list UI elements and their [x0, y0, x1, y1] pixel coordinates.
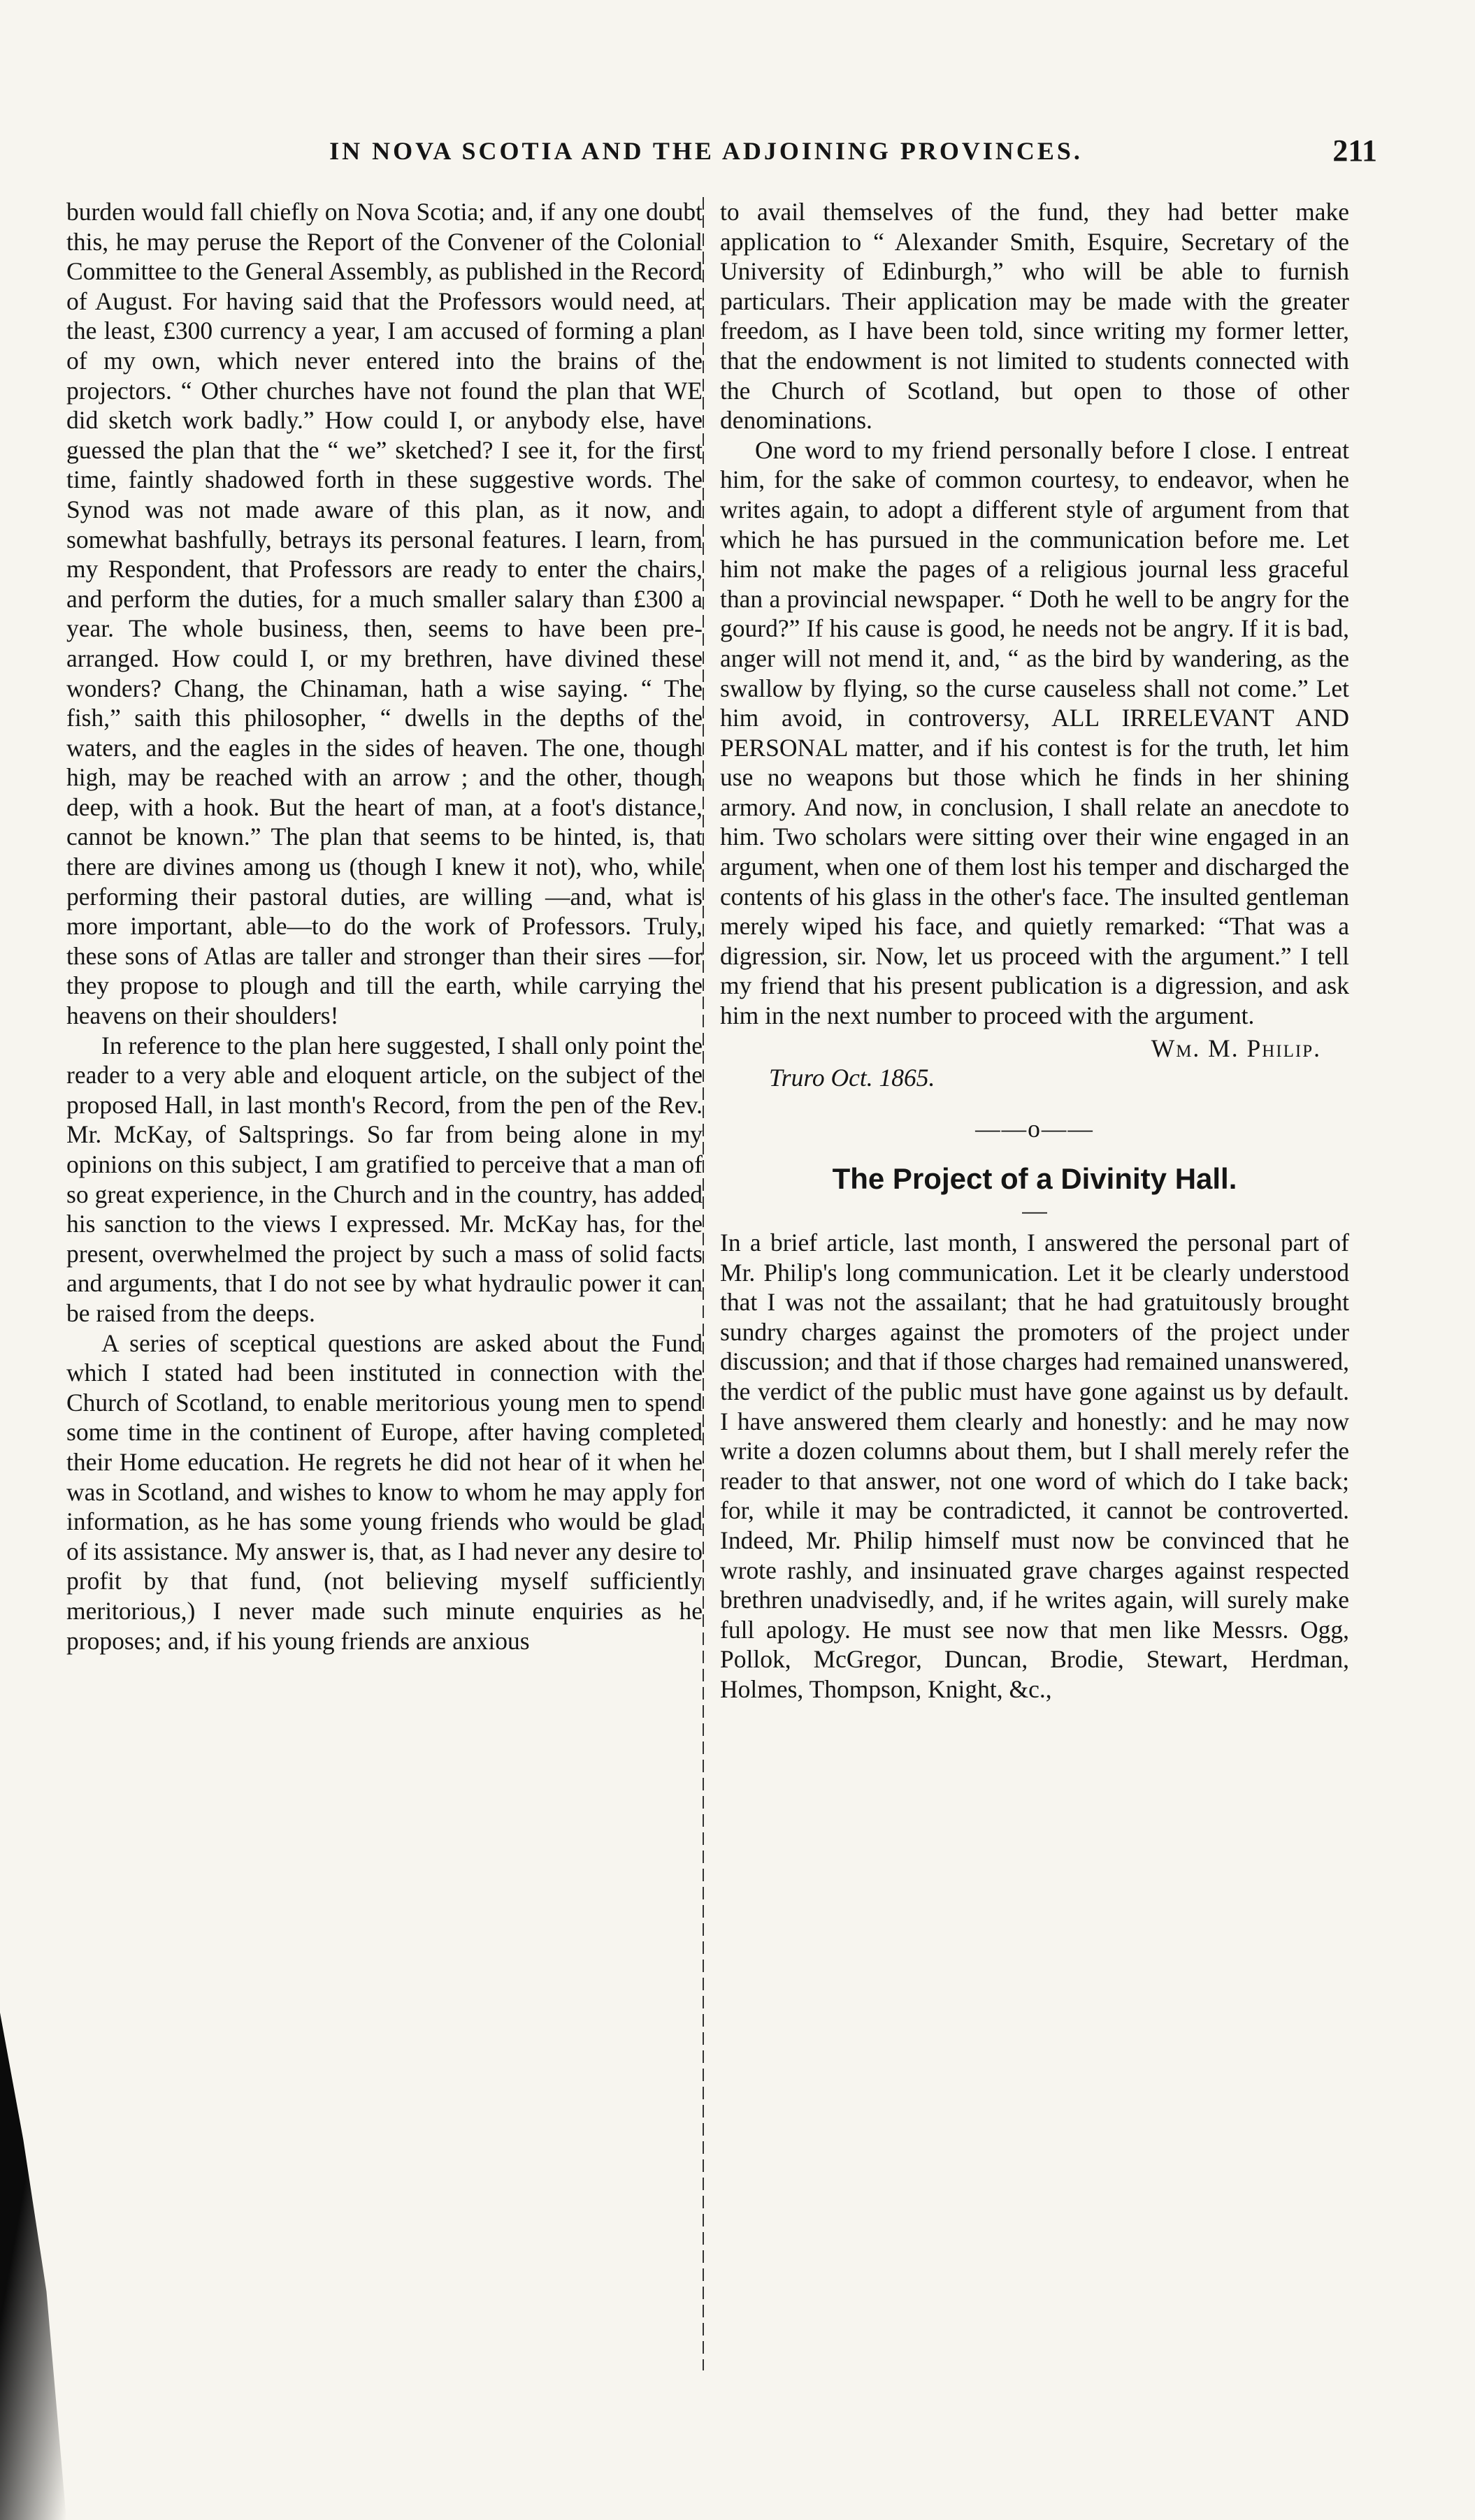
left-column — [66, 197, 703, 1656]
left-paragraph-3: A series of sceptical questions are asked about the Fund which I stated had been instituted in connection with the Church of Scotland, to enable meritorious young men to spend some time in the continent of Europe, after having completed their Home education. He regrets he did not hear of it when he was in Scotland, and wishes to know to whom he may apply for information, as he has some young friends who would be glad of its assistance. My answer is, that, as I had never any desire to profit by that fund, (not believing myself sufficiently meritorious,) I never made such minute enquiries as he proposes; and, if his young friends are anxious — [66, 1328, 703, 1655]
article-paragraph: In a brief article, last month, I answered the personal part of Mr. Philip's long communication. Let it be clearly understood that I was not the assailant; that he had gratuitously brought sundry charges against the promoters of the project under discussion; and that if those charges had remained unanswered, the verdict of the public must have gone against us by default. I have answered them clearly and honestly: and he may now write a dozen columns about them, but I shall merely refer the reader to that answer, not one word of which do I take back; for, while it may be contradicted, it cannot be controverted. Indeed, Mr. Philip himself must now be convinced that he wrote rashly, and insinuated grave charges against respected brethren unadvisedly, and, if he writes again, will surely make full apology. He must see now that men like Messrs. Ogg, Pollok, McGregor, Duncan, Brodie, Stewart, Herdman, Holmes, Thompson, Knight, &c., — [720, 1229, 1349, 1703]
signature: Wm. M. Philip. — [1151, 1034, 1321, 1062]
left-paragraph-2: In reference to the plan here suggested, I shall only point the reader to a very able and eloquent article, on the subject of the proposed Hall, in last month's Record, from the pen of the Rev. Mr. McKay, of Saltsprings. So far from being alone in my opinions on this subject, I am gratified to perceive that a man of so great experience, in the Church and in the country, has added his sanction to the views I expressed. Mr. McKay has, for the present, overwhelmed the project by such a mass of solid facts and arguments, that I do not see by what hydraulic power it can be raised from the deeps. — [66, 1031, 703, 1327]
running-title: IN NOVA SCOTIA AND THE ADJOINING PROVINCES. — [329, 137, 1083, 165]
right-column — [720, 197, 1349, 1704]
section-divider: ——o—— — [975, 1114, 1094, 1143]
title-mark: — — [1022, 1196, 1047, 1224]
article-title: The Project of a Divinity Hall. — [832, 1162, 1237, 1196]
column-rule — [703, 197, 704, 2370]
right-paragraph-1: to avail themselves of the fund, they had better make application to “ Alexander Smith, Esquire, Secretary of the University of Edinburgh,” who will be able to furnish particulars. Their application may be made with the greater freedom, as I have been told, since writing my former letter, that the endowment is not limited to students connected with the Church of Scotland, but open to those of other denominations. — [720, 198, 1349, 435]
right-paragraph-2: One word to my friend personally before I close. I entreat him, for the sake of common courtesy, to endeavor, when he writes again, to adopt a different style of argument from that which he has pursued in the communication before me. Let him not make the pages of a religious journal less graceful than a provincial newspaper. “ Doth he well to be angry for the gourd?” If his cause is good, he needs not be angry. If it is bad, anger will not mend it, and, “ as the bird by wandering, as the swallow by flying, so the curse causeless shall not come.” Let him avoid, in controversy, ALL IRRELEVANT AND PERSONAL matter, and if his contest is for the truth, let him use no weapons but those which he finds in her shining armory. And now, in conclusion, I shall relate an anecdote to him. Two scholars were sitting over their wine engaged in an argument, when one of them lost his temper and discharged the contents of his glass in the other's face. The insulted gentleman merely wiped his face, and quietly remarked: “That was a digression, sir. Now, let us proceed with the argument.” I tell my friend that his present publication is a digression, and ask him in the next number to proceed with the argument. — [720, 435, 1349, 1030]
page-number: 211 — [1332, 133, 1377, 168]
dateline: Truro Oct. 1865. — [769, 1064, 935, 1092]
left-paragraph-1: burden would fall chiefly on Nova Scotia; and, if any one doubt this, he may peruse the Report of the Convener of the Colonial Committee to the General Assembly, as published in the Record of August. For having said that the Professors would need, at the least, £300 currency a year, I am accused of forming a plan of my own, which never entered into the brains of the projectors. “ Other churches have not found the plan that WE did sketch work badly.” How could I, or anybody else, have guessed the plan that the “ we” sketched? I see it, for the first time, faintly shadowed forth in these suggestive words. The Synod was not made aware of this plan, as it now, and somewhat bashfully, betrays its personal features. I learn, from my Respondent, that Professors are ready to enter the chairs, and perform the duties, for a much smaller salary than £300 a year. The whole business, then, seems to have been pre-arranged. How could I, or my brethren, have divined these wonders? Chang, the Chinaman, hath a wise saying. “ The fish,” saith this philosopher, “ dwells in the depths of the waters, and the eagles in the sides of heaven. The one, though high, may be reached with an arrow ; and the other, though deep, with a hook. But the heart of man, at a foot's distance, cannot be known.” The plan that seems to be hinted, is, that there are divines among us (though I knew it not), who, while performing their pastoral duties, are willing —and, what is more important, able—to do the work of Professors. Truly, these sons of Atlas are taller and stronger than their sires —for they propose to plough and till the earth, while carrying the heavens on their shoulders! — [66, 198, 703, 1030]
page-edge-shadow — [0, 2013, 66, 2520]
